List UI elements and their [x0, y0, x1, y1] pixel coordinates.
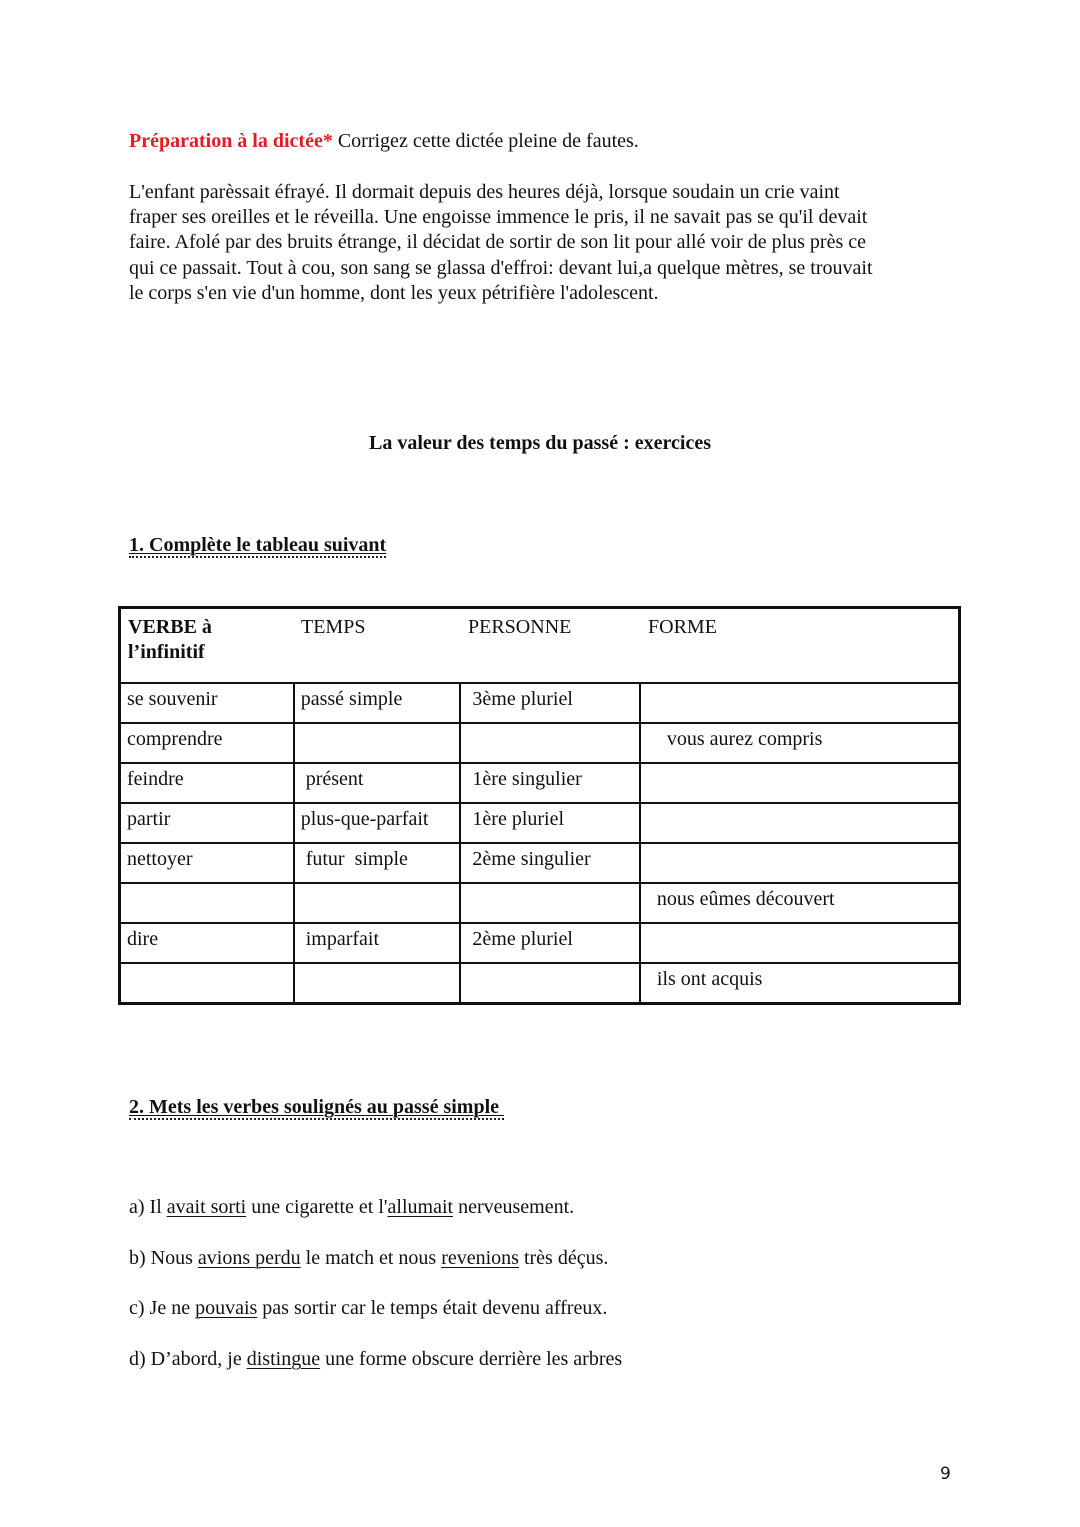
table-header-cell [120, 608, 960, 684]
underlined-verb: avions perdu [197, 1246, 301, 1269]
sentence-d [129, 1347, 622, 1398]
table-row [120, 683, 960, 723]
sentence-b [129, 1246, 622, 1297]
cell-forme[interactable]: vous aurez compris [640, 723, 960, 763]
header-forme: FORME [648, 616, 717, 638]
exercise-2-heading-text: 2. Mets les verbes soulignés au passé simple [129, 1096, 504, 1118]
cell-verbe[interactable] [120, 963, 294, 1003]
underlined-verb: pouvais [195, 1297, 258, 1319]
sentence-a [129, 1195, 622, 1246]
cell-verbe[interactable]: comprendre [120, 723, 294, 763]
page-number: 9 [940, 1464, 951, 1484]
cell-temps[interactable] [294, 723, 461, 763]
cell-verbe[interactable]: partir [120, 803, 294, 843]
sentence-text: nerveusement. [453, 1196, 575, 1218]
table-row [120, 843, 960, 883]
dictation-line: L'enfant parèssait éfrayé. Il dormait depuis des heures déjà, lorsque soudain un crie vaint [129, 181, 840, 203]
cell-personne[interactable]: 1ère singulier [460, 763, 639, 803]
dictation-line: fraper ses oreilles et le réveilla. Une engoisse immence le pris, il ne savait pas se qu'il devait [129, 206, 868, 229]
table-row [120, 923, 960, 963]
underlined-verb: avait sorti [166, 1196, 247, 1218]
cell-forme[interactable] [640, 763, 960, 803]
sentence-text: une forme obscure derrière les arbres [320, 1347, 623, 1370]
cell-forme[interactable] [640, 843, 960, 883]
header-verbe: VERBE à l’infinitif [128, 616, 212, 663]
cell-personne[interactable]: 3ème pluriel [460, 683, 639, 723]
table-row [120, 763, 960, 803]
cell-verbe[interactable]: se souvenir [120, 683, 294, 723]
table-row [120, 963, 960, 1003]
cell-forme[interactable]: ils ont acquis [640, 963, 960, 1003]
cell-temps[interactable]: imparfait [294, 923, 461, 963]
cell-personne[interactable] [460, 883, 639, 923]
sentence-text: a) Il [129, 1196, 167, 1218]
header-temps: TEMPS [301, 616, 366, 638]
exercise-2-sentences [129, 1195, 622, 1397]
cell-personne[interactable]: 2ème pluriel [460, 923, 639, 963]
page-title: La valeur des temps du passé : exercices [368, 432, 711, 454]
cell-verbe[interactable]: feindre [120, 763, 294, 803]
header-personne: PERSONNE [468, 616, 572, 638]
cell-personne[interactable] [460, 723, 639, 763]
underlined-verb: distingue [246, 1347, 321, 1370]
sentence-text: b) Nous [129, 1246, 198, 1269]
sentence-text: d) D’abord, je [129, 1347, 247, 1370]
cell-verbe[interactable] [120, 883, 294, 923]
sentence-c [129, 1296, 622, 1347]
cell-verbe[interactable]: dire [120, 923, 294, 963]
sentence-text: le match et nous [300, 1246, 442, 1269]
sentence-text: très déçus. [518, 1246, 609, 1269]
cell-forme[interactable] [640, 803, 960, 843]
cell-temps[interactable] [294, 963, 461, 1003]
dictation-instruction [129, 129, 639, 154]
table-header-row [120, 608, 960, 684]
dictation-line: le corps s'en vie d'un homme, dont les yeux pétrifière l'adolescent. [129, 281, 659, 304]
sentence-text: pas sortir car le temps était devenu affreux. [257, 1297, 608, 1319]
table-row [120, 723, 960, 763]
exercise-1-heading-text: 1. Complète le tableau suivant [129, 534, 387, 556]
cell-personne[interactable] [460, 963, 639, 1003]
cell-temps[interactable]: passé simple [294, 683, 461, 723]
cell-personne[interactable]: 2ème singulier [460, 843, 639, 883]
cell-forme[interactable]: nous eûmes découvert [640, 883, 960, 923]
dictation-instruction-text: Corrigez cette dictée pleine de fautes. [332, 130, 639, 152]
exercise-1-heading [129, 533, 386, 558]
cell-temps[interactable]: présent [294, 763, 461, 803]
underlined-verb: revenions [441, 1246, 519, 1269]
dictation-paragraph [129, 180, 959, 306]
cell-forme[interactable] [640, 683, 960, 723]
exercise-2-heading [129, 1095, 504, 1120]
table-row [120, 883, 960, 923]
dictation-line: qui ce passait. Tout à cou, son sang se glassa d'effroi: devant lui,a quelque mètres, se trouvait [129, 256, 873, 279]
underlined-verb: allumait [387, 1196, 454, 1218]
conjugation-table [118, 606, 961, 1005]
cell-temps[interactable]: futur simple [294, 843, 461, 883]
dictation-label: Préparation à la dictée* [129, 130, 333, 152]
cell-forme[interactable] [640, 923, 960, 963]
dictation-line: faire. Afolé par des bruits étrange, il décidat de sortir de son lit pour allé voir de plus près ce [129, 231, 866, 254]
sentence-text: c) Je ne [129, 1297, 196, 1319]
cell-temps[interactable] [294, 883, 461, 923]
cell-temps[interactable]: plus-que-parfait [294, 803, 461, 843]
table-row [120, 803, 960, 843]
cell-personne[interactable]: 1ère pluriel [460, 803, 639, 843]
cell-verbe[interactable]: nettoyer [120, 843, 294, 883]
sentence-text: une cigarette et l' [246, 1196, 388, 1218]
